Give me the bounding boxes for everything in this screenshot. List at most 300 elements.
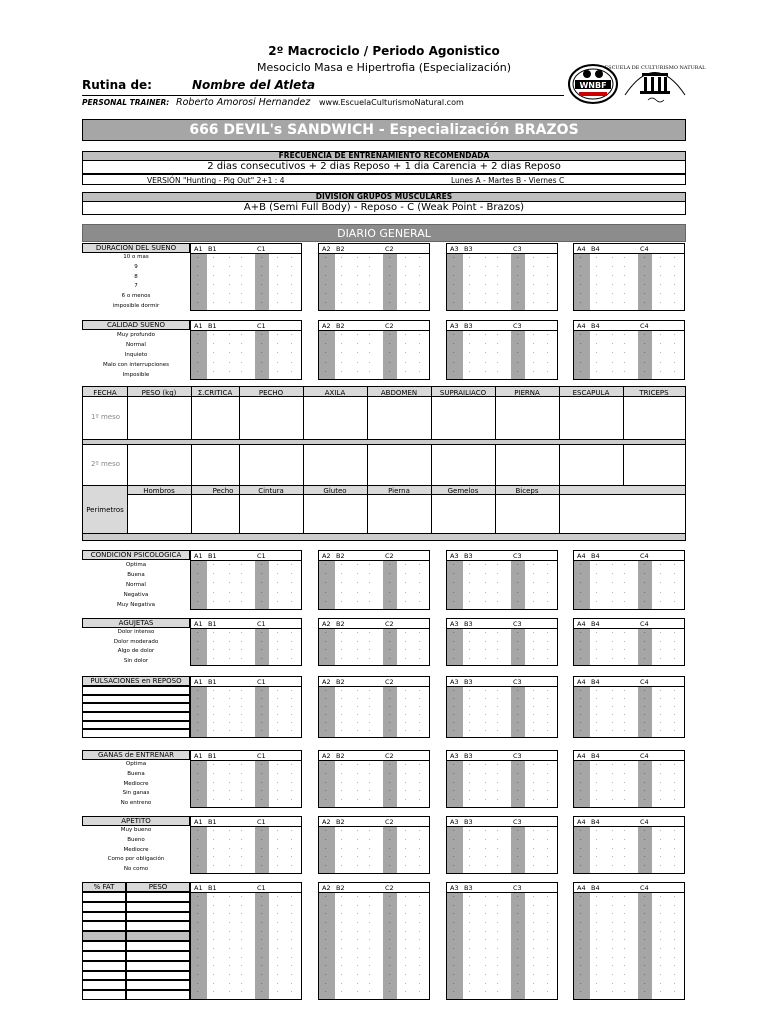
dot-mark: ·: [485, 828, 487, 834]
dot-mark: ·: [485, 937, 487, 944]
dot-mark: ·: [369, 770, 371, 777]
week-grid[interactable]: [318, 676, 430, 738]
dot-mark: ·: [644, 255, 646, 261]
dot-mark: ·: [580, 589, 582, 596]
dot-mark: ·: [261, 704, 263, 710]
session-code: C3: [513, 678, 522, 686]
dot-mark: ·: [229, 972, 231, 978]
fat-input-cell[interactable]: [82, 990, 126, 1000]
dot-mark: ·: [405, 946, 407, 952]
dot-mark: ·: [213, 762, 215, 768]
dot-mark: ·: [213, 562, 215, 568]
column-divider: [495, 387, 496, 440]
dot-mark: ·: [644, 894, 646, 900]
dot-mark: ·: [229, 902, 231, 909]
dot-mark: ·: [341, 571, 343, 578]
dot-mark: ·: [533, 647, 535, 653]
fat-input-cell[interactable]: [82, 941, 126, 951]
dot-mark: ·: [213, 571, 215, 578]
dot-mark: ·: [533, 696, 535, 702]
dot-mark: ·: [485, 836, 487, 843]
dot-mark: ·: [229, 788, 231, 795]
week-grid[interactable]: [446, 618, 558, 666]
dot-mark: ·: [261, 638, 263, 645]
dot-mark: ·: [674, 332, 676, 338]
dot-mark: ·: [419, 598, 421, 605]
dot-mark: ·: [533, 836, 535, 843]
dot-mark: ·: [389, 255, 391, 261]
column-divider: [431, 387, 432, 440]
dot-mark: ·: [453, 350, 455, 357]
dot-mark: ·: [213, 728, 215, 734]
dot-mark: ·: [547, 655, 549, 662]
dot-mark: ·: [674, 770, 676, 777]
week-grid[interactable]: [190, 550, 302, 610]
dot-mark: ·: [644, 630, 646, 636]
week-grid[interactable]: [573, 618, 685, 666]
dot-mark: ·: [419, 728, 421, 734]
dot-mark: ·: [277, 788, 279, 795]
dot-mark: ·: [469, 788, 471, 795]
session-column-shade: [447, 331, 463, 379]
dot-mark: ·: [469, 704, 471, 710]
dot-mark: ·: [580, 911, 582, 918]
pulse-input-cell[interactable]: [82, 695, 190, 704]
dot-mark: ·: [277, 854, 279, 861]
pulse-input-cell[interactable]: [82, 721, 190, 730]
dot-mark: ·: [357, 728, 359, 734]
row-label: 8: [134, 273, 138, 280]
dot-mark: ·: [612, 770, 614, 777]
dot-mark: ·: [580, 894, 582, 900]
dot-mark: ·: [469, 828, 471, 834]
dot-mark: ·: [596, 332, 598, 338]
dot-mark: ·: [517, 788, 519, 795]
dot-mark: ·: [674, 920, 676, 926]
dot-mark: ·: [517, 762, 519, 768]
week-grid[interactable]: [573, 882, 685, 1000]
dot-mark: ·: [325, 688, 327, 694]
dot-mark: ·: [357, 580, 359, 587]
session-column-shade: [447, 893, 463, 999]
pulse-input-cell[interactable]: [82, 712, 190, 721]
dot-mark: ·: [357, 332, 359, 338]
perimetro-column-header: Biceps: [515, 487, 539, 495]
column-divider: [623, 387, 624, 440]
dot-mark: ·: [229, 562, 231, 568]
dot-mark: ·: [674, 828, 676, 834]
dot-mark: ·: [277, 720, 279, 726]
session-column-shade: [447, 254, 463, 310]
dot-mark: ·: [453, 598, 455, 605]
dot-mark: ·: [533, 937, 535, 944]
week-grid[interactable]: [446, 243, 558, 311]
week-grid[interactable]: [446, 320, 558, 380]
dot-mark: ·: [241, 589, 243, 596]
dot-mark: ·: [261, 863, 263, 870]
dot-mark: ·: [469, 762, 471, 768]
week-grid-header: [574, 751, 684, 761]
week-grid[interactable]: [573, 550, 685, 610]
dot-mark: ·: [660, 368, 662, 375]
dot-mark: ·: [497, 300, 499, 306]
week-grid[interactable]: [573, 816, 685, 874]
dot-mark: ·: [341, 989, 343, 996]
week-grid[interactable]: [190, 816, 302, 874]
dot-mark: ·: [405, 264, 407, 270]
dot-mark: ·: [485, 255, 487, 261]
dot-mark: ·: [261, 902, 263, 909]
dot-mark: ·: [469, 359, 471, 366]
medidas-column-header: SUPRAILIACO: [439, 389, 487, 397]
dot-mark: ·: [213, 836, 215, 843]
dot-mark: ·: [325, 946, 327, 952]
dot-mark: ·: [405, 655, 407, 662]
dot-mark: ·: [453, 863, 455, 870]
peso-input-cell[interactable]: [126, 892, 190, 902]
peso-input-cell[interactable]: [126, 912, 190, 922]
medidas-column-header: AXILA: [324, 389, 346, 397]
dot-mark: ·: [517, 972, 519, 978]
peso-input-cell[interactable]: [126, 980, 190, 990]
week-grid-header: [447, 244, 557, 254]
week-grid[interactable]: [318, 618, 430, 666]
dot-mark: ·: [580, 980, 582, 987]
week-grid[interactable]: [318, 750, 430, 808]
dot-mark: ·: [357, 630, 359, 636]
row-label: Algo de dolor: [117, 648, 155, 655]
session-code: C1: [257, 818, 266, 826]
dot-mark: ·: [241, 630, 243, 636]
week-grid[interactable]: [573, 320, 685, 380]
dot-mark: ·: [197, 863, 199, 870]
dot-mark: ·: [325, 255, 327, 261]
dot-mark: ·: [261, 291, 263, 297]
dot-mark: ·: [547, 291, 549, 297]
fat-input-cell[interactable]: [82, 971, 126, 981]
dot-mark: ·: [497, 273, 499, 279]
dot-mark: ·: [325, 264, 327, 270]
dot-mark: ·: [277, 911, 279, 918]
dot-mark: ·: [341, 863, 343, 870]
dot-mark: ·: [624, 836, 626, 843]
dot-mark: ·: [660, 291, 662, 297]
dot-mark: ·: [229, 264, 231, 270]
session-code: C2: [385, 884, 394, 892]
dot-mark: ·: [389, 571, 391, 578]
svg-text:ESCUELA DE CULTURISMO NATURAL: ESCUELA DE CULTURISMO NATURAL: [604, 65, 706, 71]
dot-mark: ·: [596, 954, 598, 961]
dot-mark: ·: [229, 580, 231, 587]
dot-mark: ·: [596, 647, 598, 653]
dot-mark: ·: [341, 836, 343, 843]
dot-mark: ·: [644, 341, 646, 348]
dot-mark: ·: [369, 779, 371, 786]
peso-input-cell[interactable]: [126, 902, 190, 912]
dot-mark: ·: [389, 854, 391, 861]
dot-mark: ·: [369, 894, 371, 900]
week-grid[interactable]: [318, 320, 430, 380]
fat-input-cell[interactable]: [82, 961, 126, 971]
page-title: 2º Macrociclo / Periodo Agonistico: [268, 44, 500, 58]
dot-mark: ·: [674, 954, 676, 961]
dot-mark: ·: [197, 359, 199, 366]
dot-mark: ·: [389, 630, 391, 636]
dot-mark: ·: [341, 704, 343, 710]
dot-mark: ·: [419, 359, 421, 366]
dot-mark: ·: [341, 332, 343, 338]
dot-mark: ·: [453, 894, 455, 900]
website-link[interactable]: www.EscuelaCulturismoNatural.com: [319, 98, 464, 107]
dot-mark: ·: [419, 655, 421, 662]
pulse-input-cell[interactable]: [82, 729, 190, 738]
dot-mark: ·: [241, 350, 243, 357]
dot-mark: ·: [389, 300, 391, 306]
dot-mark: ·: [674, 571, 676, 578]
dot-mark: ·: [517, 655, 519, 662]
dot-mark: ·: [369, 762, 371, 768]
dot-mark: ·: [517, 580, 519, 587]
dot-mark: ·: [197, 828, 199, 834]
week-grid[interactable]: [190, 320, 302, 380]
dot-mark: ·: [213, 255, 215, 261]
dot-mark: ·: [644, 332, 646, 338]
dot-mark: ·: [325, 696, 327, 702]
week-grid[interactable]: [190, 882, 302, 1000]
dot-mark: ·: [389, 332, 391, 338]
dot-mark: ·: [596, 788, 598, 795]
dot-mark: ·: [341, 291, 343, 297]
peso-input-cell[interactable]: [126, 961, 190, 971]
dot-mark: ·: [229, 571, 231, 578]
dot-mark: ·: [357, 696, 359, 702]
dot-mark: ·: [453, 291, 455, 297]
week-grid[interactable]: [446, 750, 558, 808]
athlete-name[interactable]: Nombre del Atleta: [192, 78, 316, 92]
fat-input-cell[interactable]: [82, 892, 126, 902]
week-grid[interactable]: [190, 243, 302, 311]
dot-mark: ·: [197, 954, 199, 961]
session-code: A4: [577, 552, 586, 560]
week-grid[interactable]: [190, 676, 302, 738]
peso-input-cell[interactable]: [126, 990, 190, 1000]
session-column-shade: [319, 761, 335, 807]
session-code: C4: [640, 752, 649, 760]
dot-mark: ·: [644, 854, 646, 861]
dot-mark: ·: [596, 980, 598, 987]
dot-mark: ·: [624, 946, 626, 952]
dot-mark: ·: [469, 894, 471, 900]
dot-mark: ·: [357, 788, 359, 795]
dot-mark: ·: [229, 359, 231, 366]
dot-mark: ·: [197, 854, 199, 861]
dot-mark: ·: [533, 854, 535, 861]
week-grid[interactable]: [446, 550, 558, 610]
dot-mark: ·: [517, 704, 519, 710]
dot-mark: ·: [357, 264, 359, 270]
dot-mark: ·: [213, 273, 215, 279]
week-grid[interactable]: [446, 816, 558, 874]
session-column-shade: [447, 629, 463, 665]
dot-mark: ·: [596, 562, 598, 568]
dot-mark: ·: [469, 688, 471, 694]
dot-mark: ·: [357, 562, 359, 568]
week-grid[interactable]: [573, 243, 685, 311]
division-heading: DIVISION GRUPOS MUSCULARES: [82, 192, 686, 202]
fat-input-cell[interactable]: [82, 912, 126, 922]
dot-mark: ·: [644, 954, 646, 961]
dot-mark: ·: [612, 954, 614, 961]
dot-mark: ·: [517, 770, 519, 777]
week-grid[interactable]: [318, 882, 430, 1000]
dot-mark: ·: [197, 980, 199, 987]
dot-mark: ·: [213, 341, 215, 348]
week-grid[interactable]: [318, 243, 430, 311]
week-grid-header: [447, 321, 557, 331]
dot-mark: ·: [517, 291, 519, 297]
fat-input-cell[interactable]: [82, 921, 126, 931]
dot-mark: ·: [644, 928, 646, 935]
dot-mark: ·: [580, 655, 582, 662]
dot-mark: ·: [497, 928, 499, 935]
week-grid[interactable]: [573, 750, 685, 808]
dot-mark: ·: [674, 704, 676, 710]
peso-input-cell[interactable]: [126, 951, 190, 961]
dot-mark: ·: [644, 797, 646, 804]
dot-mark: ·: [405, 350, 407, 357]
dot-mark: ·: [291, 894, 293, 900]
fat-input-cell[interactable]: [82, 931, 126, 941]
dot-mark: ·: [419, 980, 421, 987]
dot-mark: ·: [291, 770, 293, 777]
dot-mark: ·: [453, 704, 455, 710]
peso-input-cell[interactable]: [126, 931, 190, 941]
dot-mark: ·: [229, 688, 231, 694]
dot-mark: ·: [580, 788, 582, 795]
dot-mark: ·: [213, 655, 215, 662]
dot-mark: ·: [660, 770, 662, 777]
dot-mark: ·: [197, 894, 199, 900]
dot-mark: ·: [213, 845, 215, 852]
fat-input-cell[interactable]: [82, 980, 126, 990]
dot-mark: ·: [624, 264, 626, 270]
dot-mark: ·: [517, 712, 519, 718]
week-grid[interactable]: [318, 550, 430, 610]
dot-mark: ·: [547, 571, 549, 578]
dot-mark: ·: [453, 255, 455, 261]
week-grid[interactable]: [318, 816, 430, 874]
dot-mark: ·: [660, 920, 662, 926]
dot-mark: ·: [624, 368, 626, 375]
dot-mark: ·: [596, 963, 598, 970]
dot-mark: ·: [261, 282, 263, 288]
dot-mark: ·: [389, 928, 391, 935]
dot-mark: ·: [357, 273, 359, 279]
dot-mark: ·: [389, 770, 391, 777]
week-grid-header: [191, 751, 301, 761]
dot-mark: ·: [674, 350, 676, 357]
dot-mark: ·: [419, 696, 421, 702]
session-code: C4: [640, 818, 649, 826]
dot-mark: ·: [241, 598, 243, 605]
dot-mark: ·: [197, 779, 199, 786]
session-code: B3: [464, 245, 473, 253]
dot-mark: ·: [624, 688, 626, 694]
dot-mark: ·: [277, 704, 279, 710]
fat-input-cell[interactable]: [82, 951, 126, 961]
dot-mark: ·: [213, 854, 215, 861]
dot-mark: ·: [612, 704, 614, 710]
dot-mark: ·: [291, 350, 293, 357]
dot-mark: ·: [241, 963, 243, 970]
dot-mark: ·: [517, 571, 519, 578]
pulse-input-cell[interactable]: [82, 686, 190, 695]
dot-mark: ·: [241, 273, 243, 279]
dot-mark: ·: [644, 359, 646, 366]
dot-mark: ·: [596, 300, 598, 306]
dot-mark: ·: [660, 902, 662, 909]
column-divider: [127, 445, 128, 486]
dot-mark: ·: [241, 972, 243, 978]
dot-mark: ·: [369, 562, 371, 568]
dot-mark: ·: [241, 720, 243, 726]
dot-mark: ·: [517, 255, 519, 261]
dot-mark: ·: [291, 797, 293, 804]
dot-mark: ·: [229, 589, 231, 596]
dot-mark: ·: [533, 902, 535, 909]
session-code: A4: [577, 322, 586, 330]
row-label: Dolor intenso: [117, 629, 155, 636]
session-code: B1: [208, 620, 217, 628]
dot-mark: ·: [580, 300, 582, 306]
pulse-input-cell[interactable]: [82, 703, 190, 712]
dot-mark: ·: [357, 854, 359, 861]
week-grid[interactable]: [190, 750, 302, 808]
dot-mark: ·: [644, 836, 646, 843]
peso-input-cell[interactable]: [126, 921, 190, 931]
week-grid[interactable]: [446, 882, 558, 1000]
dot-mark: ·: [261, 894, 263, 900]
dot-mark: ·: [419, 350, 421, 357]
dot-mark: ·: [469, 647, 471, 653]
week-grid[interactable]: [190, 618, 302, 666]
dot-mark: ·: [485, 688, 487, 694]
dot-mark: ·: [405, 332, 407, 338]
dot-mark: ·: [453, 332, 455, 338]
dot-mark: ·: [596, 894, 598, 900]
dot-mark: ·: [405, 291, 407, 297]
peso-input-cell[interactable]: [126, 971, 190, 981]
dot-mark: ·: [533, 688, 535, 694]
row-label: Normal: [126, 341, 146, 348]
dot-mark: ·: [547, 920, 549, 926]
dot-mark: ·: [341, 630, 343, 636]
dot-mark: ·: [660, 264, 662, 270]
week-grid[interactable]: [446, 676, 558, 738]
dot-mark: ·: [369, 720, 371, 726]
fat-input-cell[interactable]: [82, 902, 126, 912]
week-grid[interactable]: [573, 676, 685, 738]
dot-mark: ·: [497, 972, 499, 978]
dot-mark: ·: [369, 836, 371, 843]
dot-mark: ·: [533, 704, 535, 710]
dot-mark: ·: [612, 946, 614, 952]
dot-mark: ·: [277, 937, 279, 944]
dot-mark: ·: [419, 688, 421, 694]
dot-mark: ·: [497, 989, 499, 996]
peso-input-cell[interactable]: [126, 941, 190, 951]
dot-mark: ·: [389, 368, 391, 375]
